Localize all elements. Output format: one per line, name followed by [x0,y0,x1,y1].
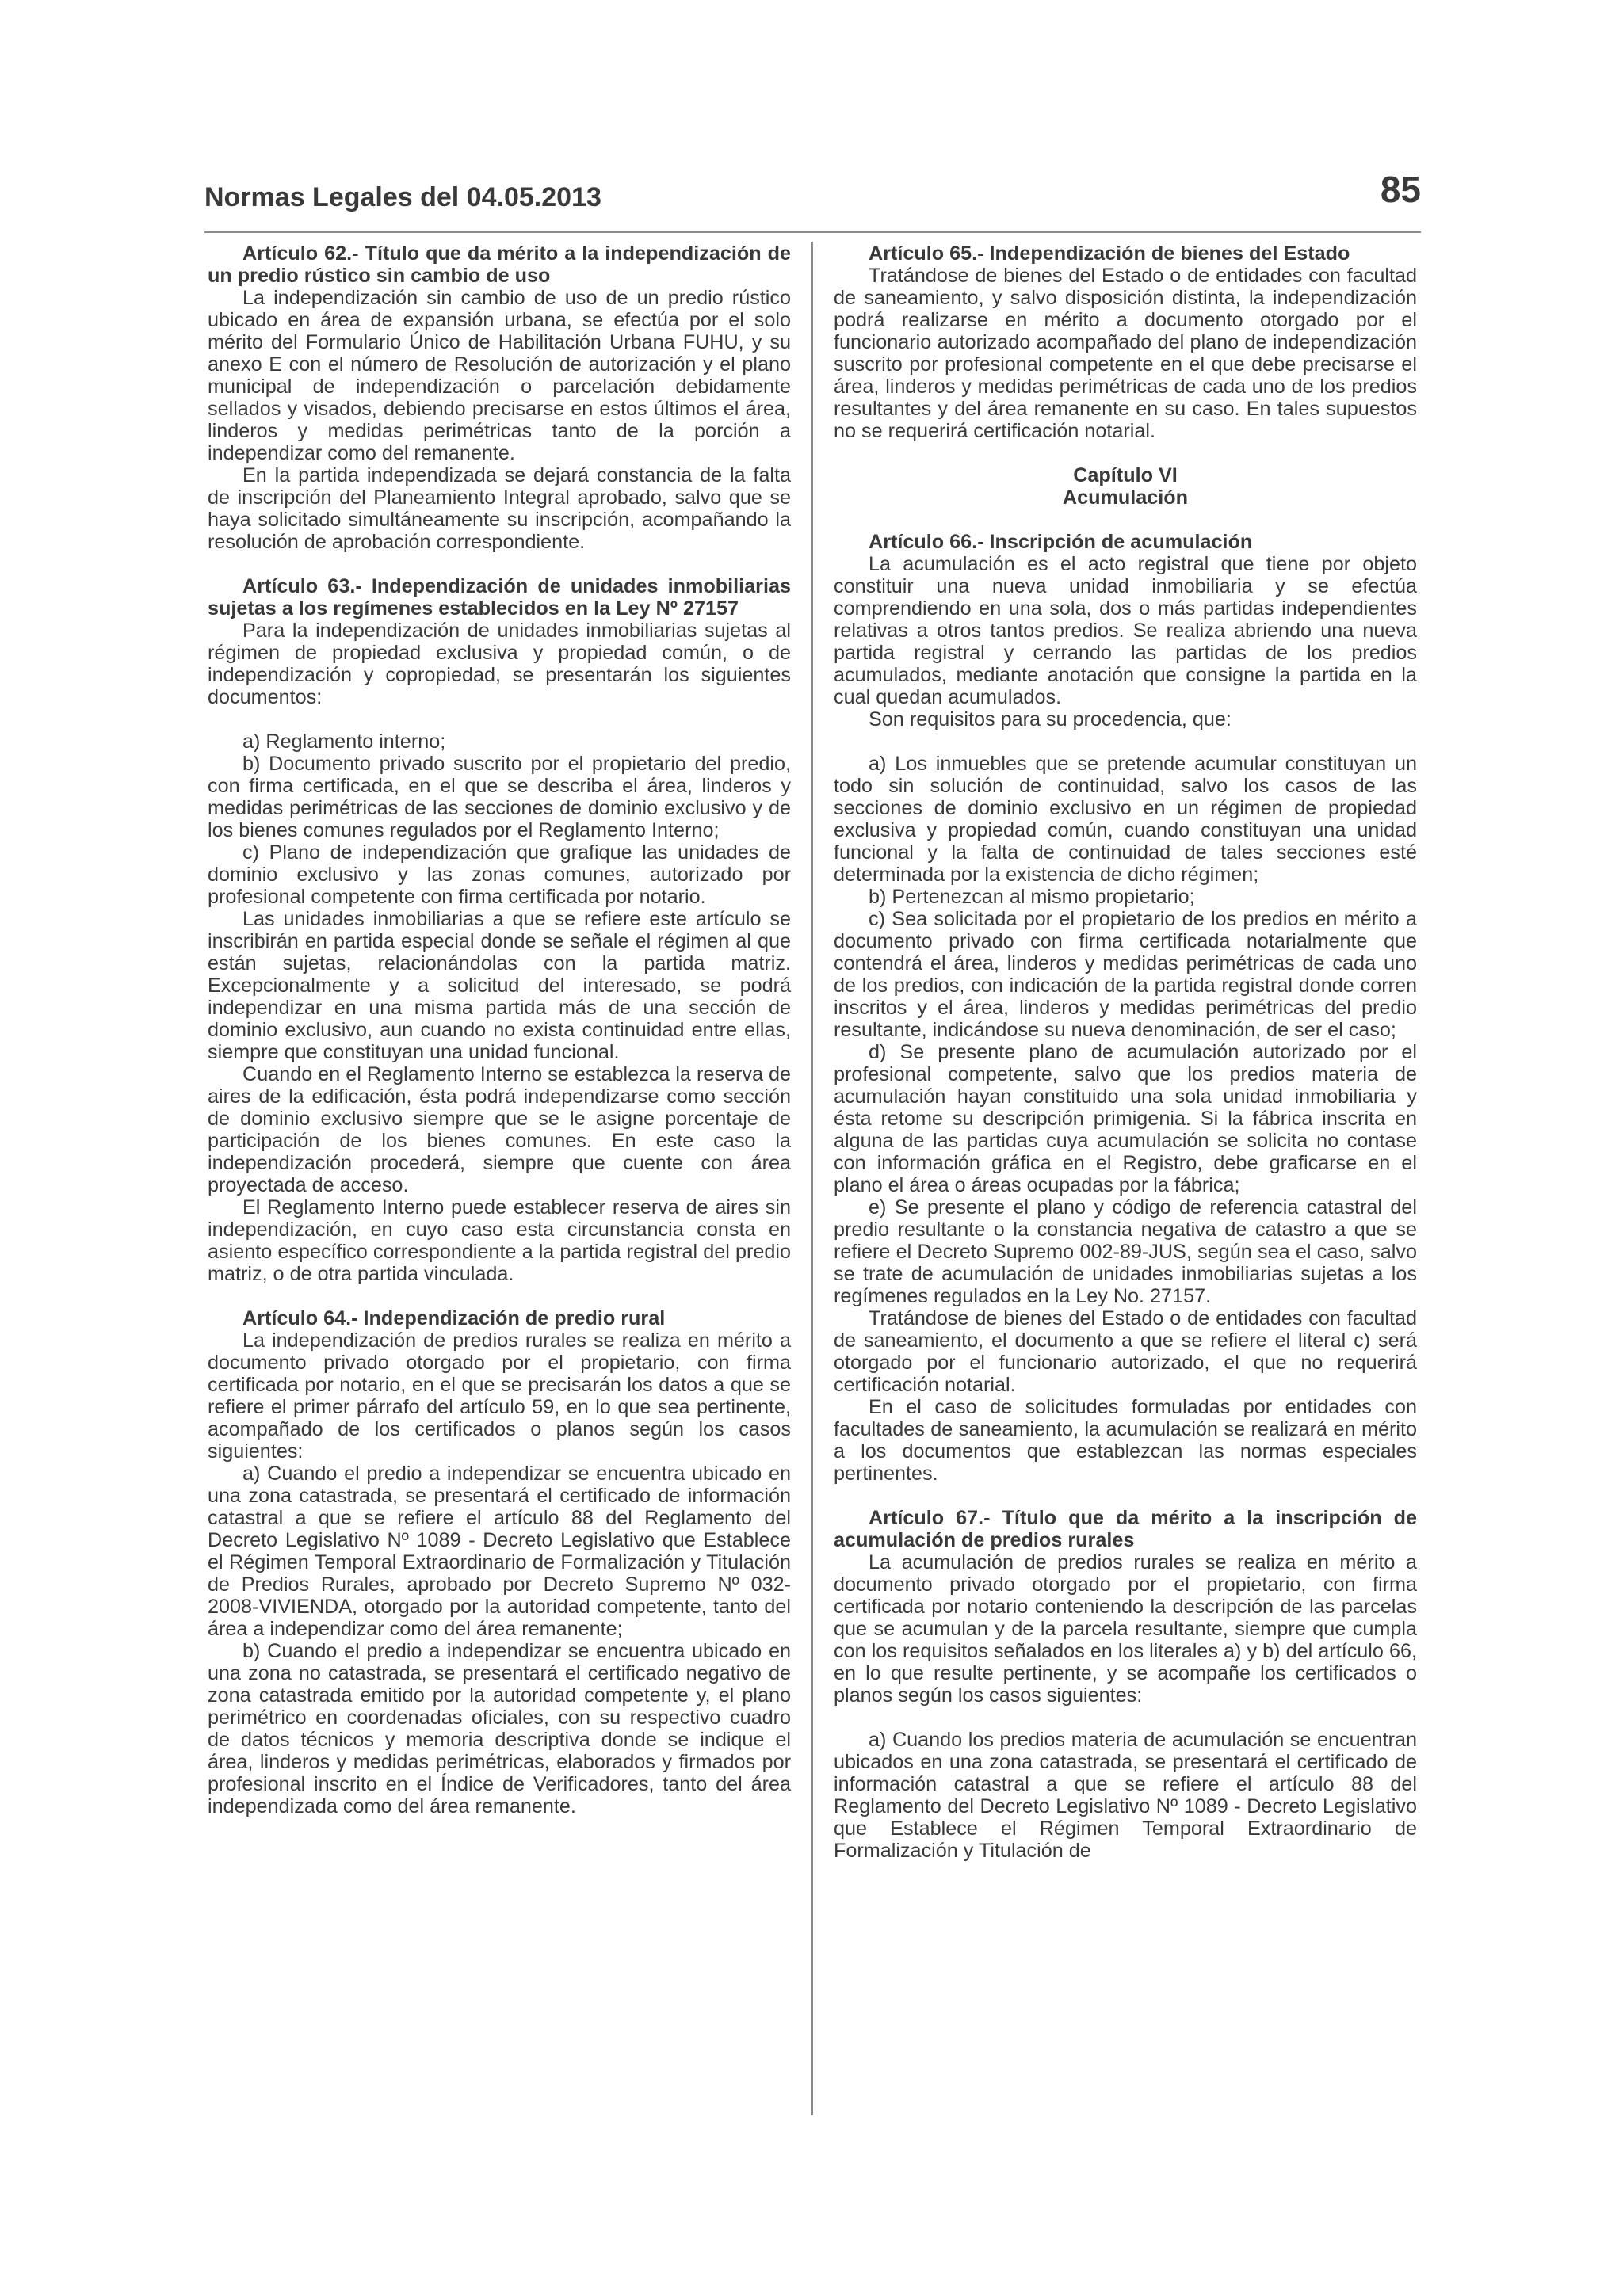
paragraph: b) Pertenezcan al mismo propietario; [869,886,1195,908]
article-heading: Artículo 67.- Título que da mérito a la inscripción de acumulación de predios rurales [834,1507,1417,1551]
article-heading: Artículo 64.- Independización de predio rural [242,1307,666,1329]
chapter-heading: Capítulo VI [1073,464,1178,486]
page-header [204,168,1421,231]
paragraph: Las unidades inmobiliarias a que se refiere este artículo se inscribirán en partida especial donde se señale el régimen al que están sujetas, relacionándolas con la partida matriz. Excepcionalmente y a solicitud del interesado, se podrá independizar en una misma partida más de una sección de dominio exclusivo, aun cuando no exista continuidad entre ellas, siempre que constituyan una unidad funcional. [208,908,791,1063]
column-divider [812,242,813,2115]
paragraph: a) Cuando el predio a independizar se encuentra ubicado en una zona catastrada, se presentará el certificado de información catastral a que se refiere el artículo 88 del Reglamento del Decreto Legislativo Nº 1089 - Decreto Legislativo que Establece el Régimen Temporal Extraordinario de Formalización y Titulación de Predios Rurales, aprobado por Decreto Supremo Nº 032-2008-VIVIENDA, otorgado por la autoridad competente, tanto del área a independizar como del área remanente; [208,1463,791,1640]
paragraph: La acumulación es el acto registral que tiene por objeto constituir una nueva unidad inmobiliaria y se efectúa comprendiendo en una sola, dos o más partidas independientes relativas a otros tantos predios. Se realiza abriendo una nueva partida registral y cerrando las partidas de los predios acumulados, mediante anotación que consigne la partida en la cual quedan acumulados. [834,553,1417,708]
paragraph: Tratándose de bienes del Estado o de entidades con facultad de saneamiento, y salvo disposición distinta, la independización podrá realizarse en mérito a documento otorgado por el funcionario autorizado acompañado del plano de independización suscrito por profesional competente en el que debe precisarse el área, linderos y medidas perimétricas de cada uno de los predios resultantes y del área remanente en su caso. En tales supuestos no se requerirá certificación notarial. [834,265,1417,442]
header-rule [204,231,1421,233]
paragraph: a) Cuando los predios materia de acumulación se encuentran ubicados en una zona catastrada, se presentará el certificado de información catastral a que se refiere el artículo 88 del Reglamento del Decreto Legislativo Nº 1089 - Decreto Legislativo que Establece el Régimen Temporal Extraordinario de Formalización y Titulación de [834,1729,1417,1862]
left-column [208,242,791,1817]
running-title: Normas Legales del 04.05.2013 [204,182,601,212]
paragraph: La independización de predios rurales se realiza en mérito a documento privado otorgado por el propietario, con firma certificada por notario, en el que se precisarán los datos a que se refiere el primer párrafo del artículo 59, en lo que sea pertinente, acompañado de los certificados o planos según los casos siguientes: [208,1329,791,1463]
article-heading: Artículo 65.- Independización de bienes del Estado [869,242,1350,265]
paragraph: En el caso de solicitudes formuladas por entidades con facultades de saneamiento, la acumulación se realizará en mérito a los documentos que establezcan las normas especiales pertinentes. [834,1396,1417,1485]
paragraph: Tratándose de bienes del Estado o de entidades con facultad de saneamiento, el documento a que se refiere el literal c) será otorgado por el funcionario autorizado, el que no requerirá certificación notarial. [834,1307,1417,1396]
paragraph: d) Se presente plano de acumulación autorizado por el profesional competente, salvo que los predios materia de acumulación hayan constituido una sola unidad inmobiliaria y ésta retome su descripción primigenia. Si la fábrica inscrita en alguna de las partidas cuya acumulación se solicita no contase con información gráfica en el Registro, debe graficarse en el plano el área o áreas ocupadas por la fábrica; [834,1041,1417,1196]
paragraph: c) Plano de independización que grafique las unidades de dominio exclusivo y las zonas comunes, autorizado por profesional competente con firma certificada por notario. [208,841,791,908]
chapter-heading: Acumulación [1062,486,1189,509]
paragraph: e) Se presente el plano y código de referencia catastral del predio resultante o la constancia negativa de catastro a que se refiere el Decreto Supremo 002-89-JUS, según sea el caso, salvo se trate de acumulación de unidades inmobiliarias sujetas a los regímenes regulados en la Ley No. 27157. [834,1196,1417,1307]
paragraph: La acumulación de predios rurales se realiza en mérito a documento privado otorgado por el propietario, con firma certificada por notario conteniendo la descripción de las parcelas que se acumulan y de la parcela resultante, siempre que cumpla con los requisitos señalados en los literales a) y b) del artículo 66, en lo que resulte pertinente, y se acompañe los certificados o planos según los casos siguientes: [834,1551,1417,1707]
right-column [834,242,1417,1862]
paragraph: Cuando en el Reglamento Interno se establezca la reserva de aires de la edificación, ésta podrá independizarse como sección de dominio exclusivo siempre que se le asigne porcentaje de participación de los bienes comunes. En este caso la independización procederá, siempre que cuente con área proyectada de acceso. [208,1063,791,1196]
paragraph: Para la independización de unidades inmobiliarias sujetas al régimen de propiedad exclusiva y propiedad común, o de independización y copropiedad, se presentarán los siguientes documentos: [208,620,791,708]
paragraph: c) Sea solicitada por el propietario de los predios en mérito a documento privado con firma certificada notarialmente que contendrá el área, linderos y medidas perimétricas de cada uno de los predios, con indicación de la partida registral donde corren inscritos y el área, linderos y medidas perimétricas del predio resultante, indicándose su nueva denominación, de ser el caso; [834,908,1417,1041]
article-heading: Artículo 62.- Título que da mérito a la independización de un predio rústico sin cambio de uso [208,242,791,287]
paragraph: b) Cuando el predio a independizar se encuentra ubicado en una zona no catastrada, se presentará el certificado negativo de zona catastrada emitido por la autoridad competente y, el plano perimétrico en coordenadas oficiales, con su respectivo cuadro de datos técnicos y memoria descriptiva donde se indique el área, linderos y medidas perimétricas, elaborados y firmados por profesional inscrito en el Índice de Verificadores, tanto del área independizada como del área remanente. [208,1640,791,1817]
paragraph: El Reglamento Interno puede establecer reserva de aires sin independización, en cuyo caso esta circunstancia consta en asiento específico correspondiente a la partida registral del predio matriz, o de otra partida vinculada. [208,1196,791,1285]
paragraph: La independización sin cambio de uso de un predio rústico ubicado en área de expansión urbana, se efectúa por el solo mérito del Formulario Único de Habilitación Urbana FUHU, y su anexo E con el número de Resolución de autorización y el plano municipal de independización o parcelación debidamente sellados y visados, debiendo precisarse en estos últimos el área, linderos y medidas perimétricas tanto de la porción a independizar como del remanente. [208,287,791,464]
article-heading: Artículo 63.- Independización de unidades inmobiliarias sujetas a los regímenes establecidos en la Ley Nº 27157 [208,575,791,620]
paragraph: Son requisitos para su procedencia, que: [869,708,1232,730]
paragraph: a) Reglamento interno; [242,730,446,753]
paragraph: En la partida independizada se dejará constancia de la falta de inscripción del Planeamiento Integral aprobado, salvo que se haya solicitado simultáneamente su inscripción, acompañando la resolución de aprobación correspondiente. [208,464,791,553]
paragraph: a) Los inmuebles que se pretende acumular constituyan un todo sin solución de continuidad, salvo los casos de las secciones de dominio exclusivo en un régimen de propiedad exclusiva y propiedad común, cuando constituyan una unidad funcional y la falta de continuidad de tales secciones esté determinada por la existencia de dicho régimen; [834,753,1417,886]
article-heading: Artículo 66.- Inscripción de acumulación [869,531,1253,553]
paragraph: b) Documento privado suscrito por el propietario del predio, con firma certificada, en el que se describa el área, linderos y medidas perimétricas de las secciones de dominio exclusivo y de los bienes comunes regulados por el Reglamento Interno; [208,753,791,841]
page-number: 85 [1380,169,1421,210]
